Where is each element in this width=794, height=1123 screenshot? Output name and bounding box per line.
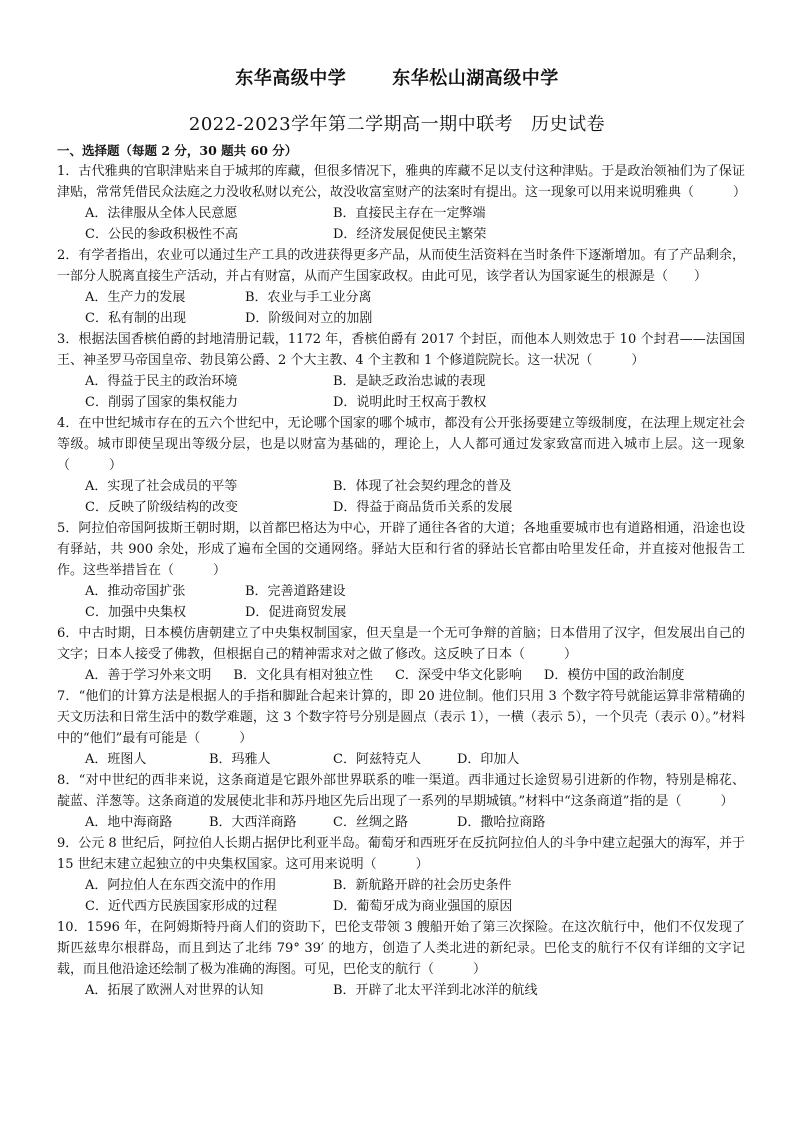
option-a: A．实现了社会成员的平等	[85, 479, 238, 494]
option-a: A．拓展了欧洲人对世界的认知	[85, 983, 264, 998]
option-d: D．印加人	[457, 752, 520, 767]
option-b: B．开辟了北太平洋到北冰洋的航线	[333, 983, 538, 998]
options-row	[57, 749, 745, 770]
question-stem: 8．“对中世纪的西非来说，这条商道是它跟外部世界联系的唯一渠道。西非通过长途贸易引进新的作物，特别是棉花、靛蓝、洋葱等。这条商道的发展使北非和苏丹地区先后出现了一系列的早期城镇。”材料中“这条商道”指的是（ ）	[57, 773, 745, 809]
option-c: C．削弱了国家的集权能力	[85, 395, 238, 410]
option-a: A．生产力的发展	[85, 290, 186, 305]
question-stem: 10．1596 年，在阿姆斯特丹商人们的资助下，巴伦支带领 3 艘船开始了第三次探险。在这次航行中，他们不仅发现了斯匹兹卑尔根群岛，而且到达了北纬 79° 39′ 的地方，创造了人类北进的新纪录。巴伦支的航行不仅有详细的文字记载，而且他沿途还绘制了极为准确的海图。可见，巴伦支的航行（ ）	[57, 920, 745, 977]
option-c: C．阿兹特克人	[333, 752, 421, 767]
exam-title	[0, 110, 794, 136]
question-6	[57, 623, 745, 686]
question-7	[57, 686, 745, 770]
option-c: C．反映了阶级结构的改变	[85, 500, 238, 515]
question-stem: 5．阿拉伯帝国阿拔斯王朝时期，以首都巴格达为中心，开辟了通往各省的大道；各地重要城市也有道路相通，沿途也设有驿站，共 900 余处，形成了遍布全国的交通网络。驿站大臣和行省的驿站长官都由哈里发任命，并直接对他报告工作。这些举措旨在（ ）	[57, 521, 745, 578]
option-d: D．葡萄牙成为商业强国的原因	[333, 899, 513, 914]
option-c: C．丝绸之路	[333, 815, 408, 830]
question-1	[57, 161, 745, 245]
question-list	[57, 161, 745, 1001]
option-c: C．近代西方民族国家形成的过程	[85, 899, 277, 914]
option-b: B．是缺乏政治忠诚的表现	[333, 374, 486, 389]
question-2	[57, 245, 745, 329]
option-a: A．地中海商路	[85, 815, 173, 830]
options-row	[57, 287, 745, 308]
option-d: D．说明此时王权高于教权	[333, 395, 487, 410]
options-row	[57, 392, 745, 413]
options-row	[57, 497, 745, 518]
school-name-2: 东华松山湖高级中学	[392, 68, 559, 89]
option-c: C．私有制的出现	[85, 311, 186, 326]
options-row	[57, 875, 745, 896]
option-b: B．体现了社会契约理念的普及	[333, 479, 512, 494]
option-d: D．经济发展促使民主繁荣	[333, 227, 487, 242]
question-3	[57, 329, 745, 413]
option-a: A．法律服从全体人民意愿	[85, 206, 238, 221]
options-row	[57, 980, 745, 1001]
option-b: B．大西洋商路	[209, 815, 297, 830]
question-stem: 7．“他们的计算方法是根据人的手指和脚趾合起来计算的，即 20 进位制。他们只用 3 个数字符号就能运算非常精确的天文历法和日常生活中的数学难题，这 3 个数字符号分别是圆点（表示 1），一横（表示 5），一个贝壳（表示 0）。”材料中的“他们”最有可能是（ ）	[57, 689, 745, 746]
school-name-1: 东华高级中学	[235, 68, 347, 89]
option-b: B．农业与手工业分离	[245, 290, 372, 305]
options-row	[57, 665, 745, 686]
question-9	[57, 833, 745, 917]
options-row	[57, 896, 745, 917]
question-4	[57, 413, 745, 518]
option-a: A．得益于民主的政治环境	[85, 374, 238, 389]
question-stem: 6．中古时期，日本模仿唐朝建立了中央集权制国家，但天皇是一个无可争辩的首脑；日本借用了汉字，但发展出自己的文字；日本人接受了佛教，但根据自己的精神需求对之做了修改。这反映了日本（ ）	[57, 626, 745, 662]
option-a: A．善于学习外来文明	[85, 668, 212, 683]
options-row	[57, 476, 745, 497]
options-row	[57, 812, 745, 833]
section-heading: 一、选择题（每题 2 分，30 题共 60 分）	[57, 143, 298, 158]
school-names	[0, 64, 794, 90]
option-a: A．推动帝国扩张	[85, 584, 186, 599]
option-b: B．新航路开辟的社会历史条件	[333, 878, 512, 893]
options-row	[57, 581, 745, 602]
question-stem: 9．公元 8 世纪后，阿拉伯人长期占据伊比利亚半岛。葡萄牙和西班牙在反抗阿拉伯人的斗争中建立起强大的海军，并于 15 世纪末建立起独立的中央集权国家。这可用来说明（ ）	[57, 836, 745, 872]
options-row	[57, 224, 745, 245]
option-b: B．完善道路建设	[245, 584, 346, 599]
option-d: D．阶级间对立的加剧	[245, 311, 373, 326]
exam-title-subject: 历史试卷	[531, 114, 606, 135]
option-d: D．撒哈拉商路	[457, 815, 546, 830]
option-d: D．模仿中国的政治制度	[543, 668, 685, 683]
option-c: C．公民的参政积极性不高	[85, 227, 238, 242]
option-c: C．深受中华文化影响	[394, 668, 522, 683]
options-row	[57, 602, 745, 623]
question-10	[57, 917, 745, 1001]
question-stem: 4．在中世纪城市存在的五六个世纪中，无论哪个国家的哪个城市，都没有公开张扬要建立等级制度，在法理上规定社会等级。城市即使呈现出等级分层，也是以财富为基础的，理论上，人人都可通过发家致富而进入城市上层。这一现象（ ）	[57, 416, 745, 473]
option-d: D．得益于商品货币关系的发展	[333, 500, 513, 515]
option-b: B．玛雅人	[209, 752, 271, 767]
option-b: B．直接民主存在一定弊端	[333, 206, 486, 221]
question-8	[57, 770, 745, 833]
option-d: D．促进商贸发展	[245, 605, 347, 620]
question-5	[57, 518, 745, 623]
exam-title-main: 2022-2023学年第二学期高一期中联考	[188, 114, 514, 135]
options-row	[57, 308, 745, 329]
question-stem: 2．有学者指出，农业可以通过生产工具的改进获得更多产品，从而使生活资料在当时条件下逐渐增加。有了产品剩余，一部分人脱离直接生产活动，并占有财富，从而产生国家政权。由此可见，该学者认为国家诞生的根源是（ ）	[57, 248, 745, 284]
options-row	[57, 203, 745, 224]
option-b: B．文化具有相对独立性	[233, 668, 373, 683]
options-row	[57, 371, 745, 392]
option-a: A．班图人	[85, 752, 147, 767]
question-stem: 3．根据法国香槟伯爵的封地清册记载，1172 年，香槟伯爵有 2017 个封臣，而他本人则效忠于 10 个封君——法国国王、神圣罗马帝国皇帝、勃艮第公爵、2 个大主教、4 个主教和 1 个修道院院长。这一状况（ ）	[57, 332, 745, 368]
question-stem: 1．古代雅典的官职津贴来自于城邦的库藏，但很多情况下，雅典的库藏不足以支付这种津贴。于是政治领袖们为了保证津贴，常常凭借民众法庭之力没收私财以充公，故没收富室财产的法案时有提出。这一现象可以用来说明雅典（ ）	[57, 164, 747, 200]
option-a: A．阿拉伯人在东西交流中的作用	[85, 878, 277, 893]
option-c: C．加强中央集权	[85, 605, 186, 620]
